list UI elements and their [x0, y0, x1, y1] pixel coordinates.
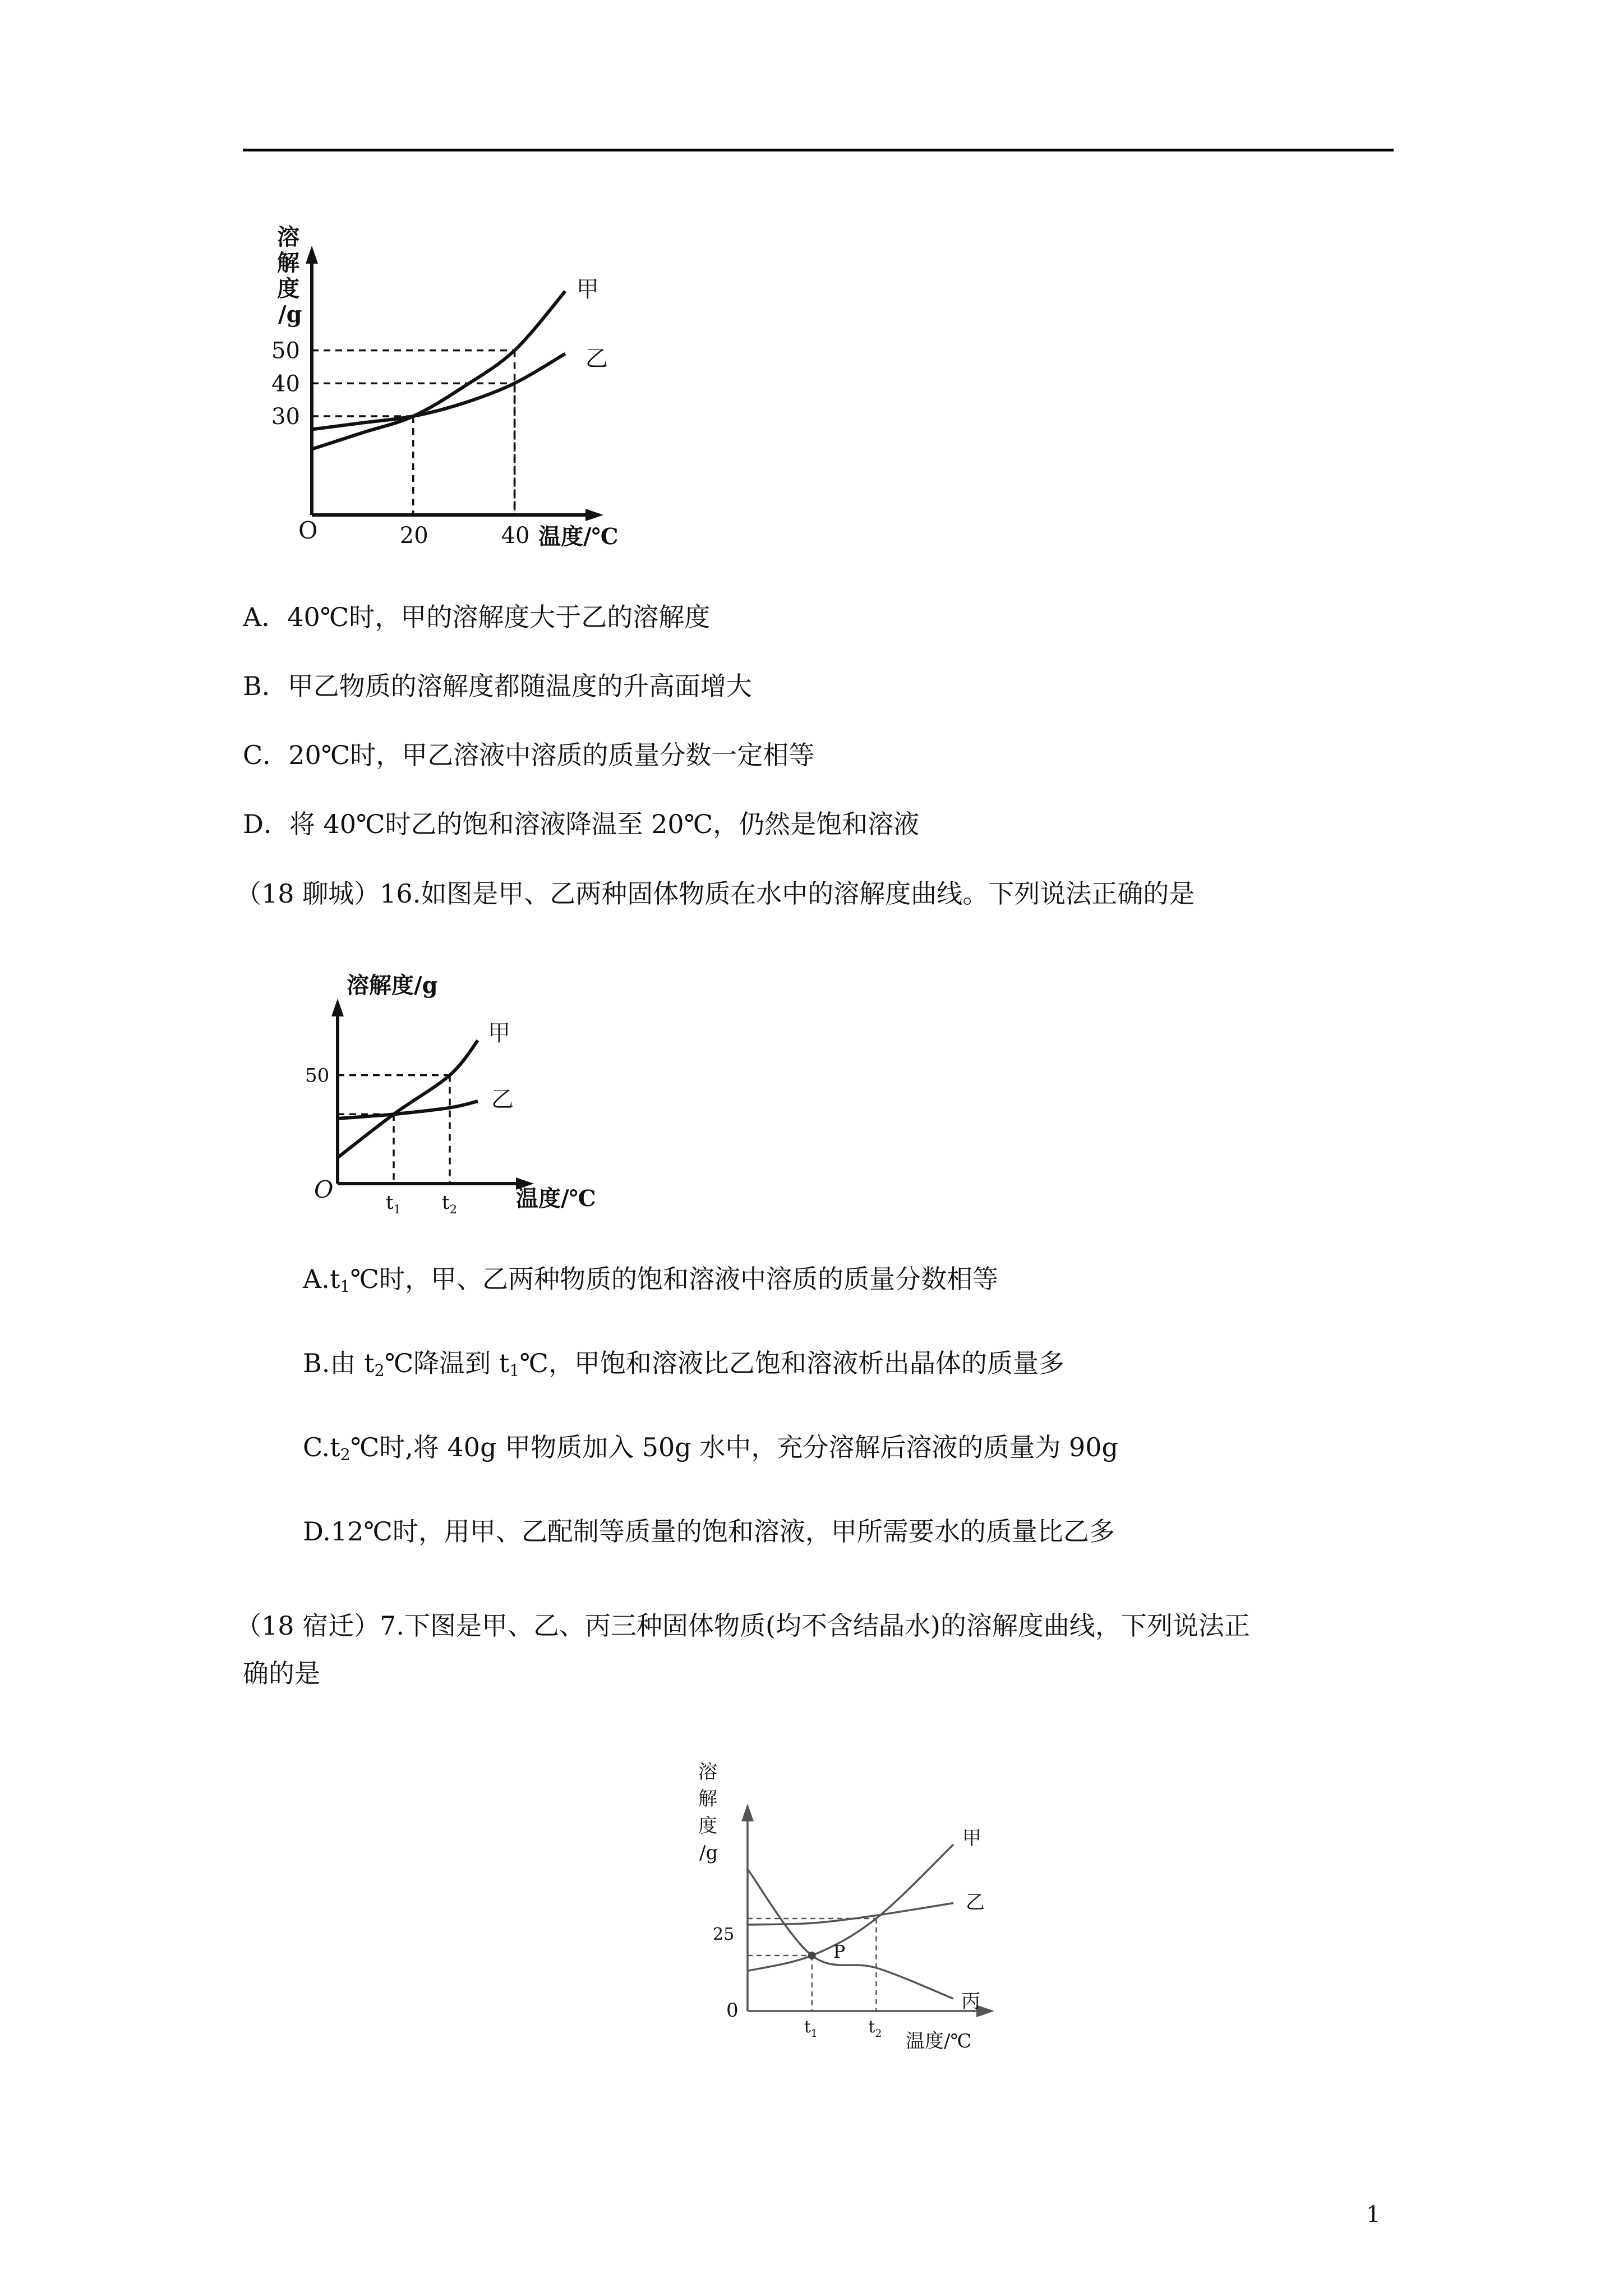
chart-1-xlabel: 温度/℃: [538, 523, 619, 550]
header-rule: [243, 149, 1394, 151]
y-label-char: 度: [277, 275, 299, 302]
y-tick-label: 40: [271, 371, 300, 397]
series-curve-1: [338, 1041, 478, 1158]
q16-c-sub: 2: [340, 1446, 351, 1465]
chart-2-ylabel: 溶解度/g: [347, 972, 438, 999]
chart-1-ylabel: [277, 224, 302, 328]
series-curve-2: [312, 354, 565, 430]
intersection-point: [808, 1952, 816, 1959]
x-tick-label: 40: [501, 523, 530, 549]
y-label-unit: /g: [278, 301, 302, 328]
q16-option-d: D.12℃时，用甲、乙配制等质量的饱和溶液，甲所需要水的质量比乙多: [303, 1516, 1115, 1547]
x-tick-label: $t_1$: [386, 1191, 402, 1216]
y-axis-arrow: [741, 1803, 754, 1821]
y-axis-arrow: [306, 246, 318, 264]
chart-2: [305, 970, 707, 1223]
chart-2-origin: O: [314, 1176, 334, 1203]
series-label-2: 乙: [491, 1087, 514, 1113]
series-label-2: 乙: [585, 346, 608, 372]
q16-option-a: [303, 1262, 998, 1304]
y-label-char: 溶: [698, 1761, 717, 1783]
chart-2-xlabel: 温度/℃: [516, 1185, 596, 1212]
y-axis-arrow: [331, 999, 344, 1016]
q16-b-sub2: 1: [509, 1361, 520, 1381]
q16-b-sub1: 2: [374, 1361, 385, 1381]
x-tick-label: $t_1$: [804, 2017, 818, 2040]
chart-3-ylabel: [698, 1761, 718, 1864]
q16-b-mid: ℃降温到 t: [384, 1348, 510, 1378]
y-tick-label: 50: [271, 338, 300, 364]
y-label-unit: /g: [699, 1842, 718, 1864]
q1-option-a: A．40℃时，甲的溶解度大于乙的溶解度: [243, 602, 711, 632]
q16-b-pre: B.由 t: [303, 1348, 375, 1378]
q16-option-b: [303, 1346, 1064, 1388]
chart-3-origin: 0: [726, 1999, 739, 2022]
series-label-1: 甲: [962, 1827, 982, 1849]
series-label-1: 甲: [576, 277, 599, 303]
chart-1-origin: O: [298, 517, 318, 544]
x-tick-label: $t_2$: [868, 2017, 882, 2040]
series-label-2: 乙: [966, 1891, 985, 1914]
y-label-char: 溶: [277, 224, 299, 250]
q16-c-post: ℃时,将 40g 甲物质加入 50g 水中，充分溶解后溶液的质量为 90g: [350, 1432, 1118, 1462]
q16-option-c: [303, 1430, 1118, 1472]
y-label-char: 度: [698, 1815, 717, 1837]
y-tick-label: 30: [271, 404, 300, 430]
chart-3-xlabel: 温度/℃: [906, 2030, 972, 2053]
x-tick-label: 20: [399, 523, 428, 549]
page-number: 1: [1366, 2202, 1381, 2228]
q16-stem: （18 聊城）16.如图是甲、乙两种固体物质在水中的溶解度曲线。下列说法正确的是: [236, 878, 1195, 909]
q16-a-pre: A.t: [303, 1264, 340, 1294]
q16-b-post: ℃，甲饱和溶液比乙饱和溶液析出晶体的质量多: [519, 1348, 1064, 1378]
q1-option-d: D．将 40℃时乙的饱和溶液降温至 20℃，仍然是饱和溶液: [243, 809, 920, 839]
x-tick-label: $t_2$: [442, 1191, 458, 1216]
q1-option-b: B．甲乙物质的溶解度都随温度的升高面增大: [243, 671, 752, 701]
q7-stem-line1: （18 宿迁）7.下图是甲、乙、丙三种固体物质(均不含结晶水)的溶解度曲线，下列说法正: [236, 1611, 1250, 1641]
y-label-char: 解: [698, 1788, 717, 1810]
y-tick-label: 25: [713, 1925, 735, 1944]
q16-a-sub: 1: [340, 1277, 351, 1296]
series-curve-3: [748, 1869, 953, 1999]
series-label-1: 甲: [488, 1020, 510, 1046]
q16-a-post: ℃时，甲、乙两种物质的饱和溶液中溶质的质量分数相等: [350, 1264, 998, 1294]
y-tick-label: 50: [305, 1064, 330, 1087]
q7-stem-line2: 确的是: [243, 1658, 320, 1688]
q1-option-c: C．20℃时，甲乙溶液中溶质的质量分数一定相等: [243, 740, 815, 770]
chart-3: [698, 1756, 1046, 2059]
chart-1: [269, 213, 662, 561]
q16-c-pre: C.t: [303, 1432, 340, 1462]
x-axis-arrow: [585, 509, 603, 521]
point-label: P: [833, 1941, 846, 1962]
series-label-3: 丙: [961, 1990, 981, 2013]
y-label-char: 解: [277, 250, 299, 276]
